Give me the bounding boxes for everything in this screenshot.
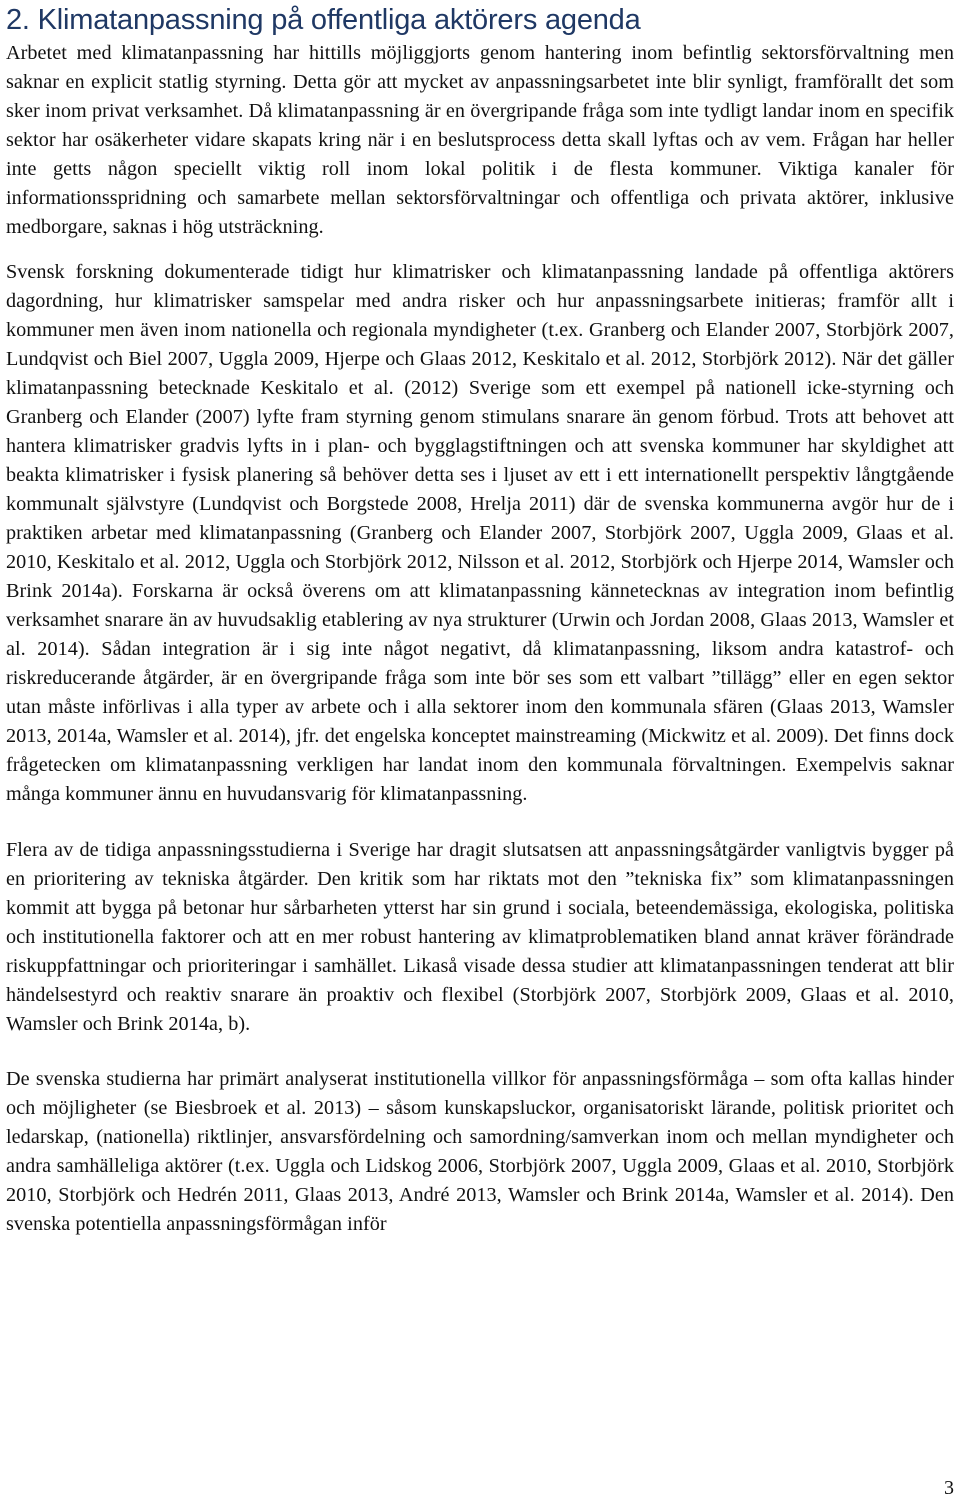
section-heading: 2. Klimatanpassning på offentliga aktörers agenda <box>6 4 641 36</box>
paragraph-3: Flera av de tidiga anpassningsstudierna i Sverige har dragit slutsatsen att anpassningsåtgärder vanligtvis bygger på en prioritering av tekniska åtgärder. Den kritik som har riktats mot den ”tekniska fix” som klimatanpassningen kommit att bygga på betonar hur sårbarheten ytterst har sin grund i sociala, beteendemässiga, ekologiska, politiska och institutionella faktorer och att en mer robust hantering av klimatproblematiken bland annat kräver förändrade riskuppfattningar och prioriteringar i samhället. Likaså visade dessa studier att klimatanpassningen tenderat att blir händelsestyrd och reaktiv snarare än proaktiv och flexibel (Storbjörk 2007, Storbjörk 2009, Glaas et al. 2010, Wamsler och Brink 2014a, b). <box>6 839 954 1035</box>
paragraph-4: De svenska studierna har primärt analyserat institutionella villkor för anpassningsförmåga – som ofta kallas hinder och möjligheter (se Biesbroek et al. 2013) – såsom kunskapsluckor, organisatoriskt lärande, politisk prioritet och ledarskap, (nationella) riktlinjer, ansvarsfördelning och samordning/samverkan inom och mellan myndigheter och andra samhälleliga aktörer (t.ex. Uggla och Lidskog 2006, Storbjörk 2007, Uggla 2009, Glaas et al. 2010, Storbjörk 2010, Storbjörk och Hedrén 2011, Glaas 2013, André 2013, Wamsler och Brink 2014a, Wamsler et al. 2014). Den svenska potentiella anpassningsförmågan inför <box>6 1068 954 1235</box>
page-number: 3 <box>944 1477 954 1499</box>
paragraph-1: Arbetet med klimatanpassning har hittills möjliggjorts genom hantering inom befintlig sektorsförvaltning men saknar en explicit statlig styrning. Detta gör att mycket av anpassningsarbetet inte blir synligt, framförallt det som sker inom privat verksamhet. Då klimatanpassning är en övergripande fråga som inte tydligt landar inom en specifik sektor har osäkerheter vidare skapats kring när i en beslutsprocess detta skall lyftas och av vem. Frågan har heller inte getts någon speciellt viktig roll inom lokal politik i de flesta kommuner. Viktiga kanaler för informationsspridning och samarbete mellan sektorsförvaltningar och offentliga och privata aktörer, inklusive medborgare, saknas i hög utsträckning. <box>6 42 954 238</box>
document-page <box>6 0 954 1239</box>
paragraph-2: Svensk forskning dokumenterade tidigt hur klimatrisker och klimatanpassning landade på offentliga aktörers dagordning, hur klimatrisker samspelar med andra risker och hur anpassningsarbete initieras; framför allt i kommuner men även inom nationella och regionala myndigheter (t.ex. Granberg och Elander 2007, Storbjörk 2007, Lundqvist och Biel 2007, Uggla 2009, Hjerpe och Glaas 2012, Keskitalo et al. 2012, Storbjörk 2012). När det gäller klimatanpassning betecknade Keskitalo et al. (2012) Sverige som ett exempel på nationell icke-styrning och Granberg och Elander (2007) lyfte fram styrning genom stimulans snarare än genom förbud. Trots att behovet att hantera klimatrisker gradvis lyfts in i plan- och bygglagstiftningen och att svenska kommuner har skyldighet att beakta klimatrisker i fysisk planering så behöver detta ses i ljuset av ett i ett internationellt perspektiv långtgående kommunalt självstyre (Lundqvist och Borgstede 2008, Hrelja 2011) där de svenska kommunerna avgör hur de i praktiken arbetar med klimatanpassning (Granberg och Elander 2007, Storbjörk 2007, Uggla 2009, Glaas et al. 2010, Keskitalo et al. 2012, Uggla och Storbjörk 2012, Nilsson et al. 2012, Storbjörk och Hjerpe 2014, Wamsler och Brink 2014a). Forskarna är också överens om att klimatanpassning kännetecknas av integration inom befintlig verksamhet snarare än av huvudsaklig etablering av nya strukturer (Urwin och Jordan 2008, Glaas 2013, Wamsler et al. 2014). Sådan integration är i sig inte något negativt, då klimatanpassning, liksom andra katastrof- och riskreducerande åtgärder, är en övergripande fråga som inte bör ses som ett valbart ”tillägg” eller en egen sektor utan måste införlivas i alla typer av arbete och i alla sektorer inom den kommunala sfären (Glaas 2013, Wamsler 2013, 2014a, Wamsler et al. 2014), jfr. det engelska konceptet mainstreaming (Mickwitz et al. 2009). Det finns dock frågetecken om klimatanpassning verkligen har landat inom den kommunala förvaltningen. Exempelvis saknar många kommuner ännu en huvudansvarig för klimatanpassning. <box>6 261 954 805</box>
